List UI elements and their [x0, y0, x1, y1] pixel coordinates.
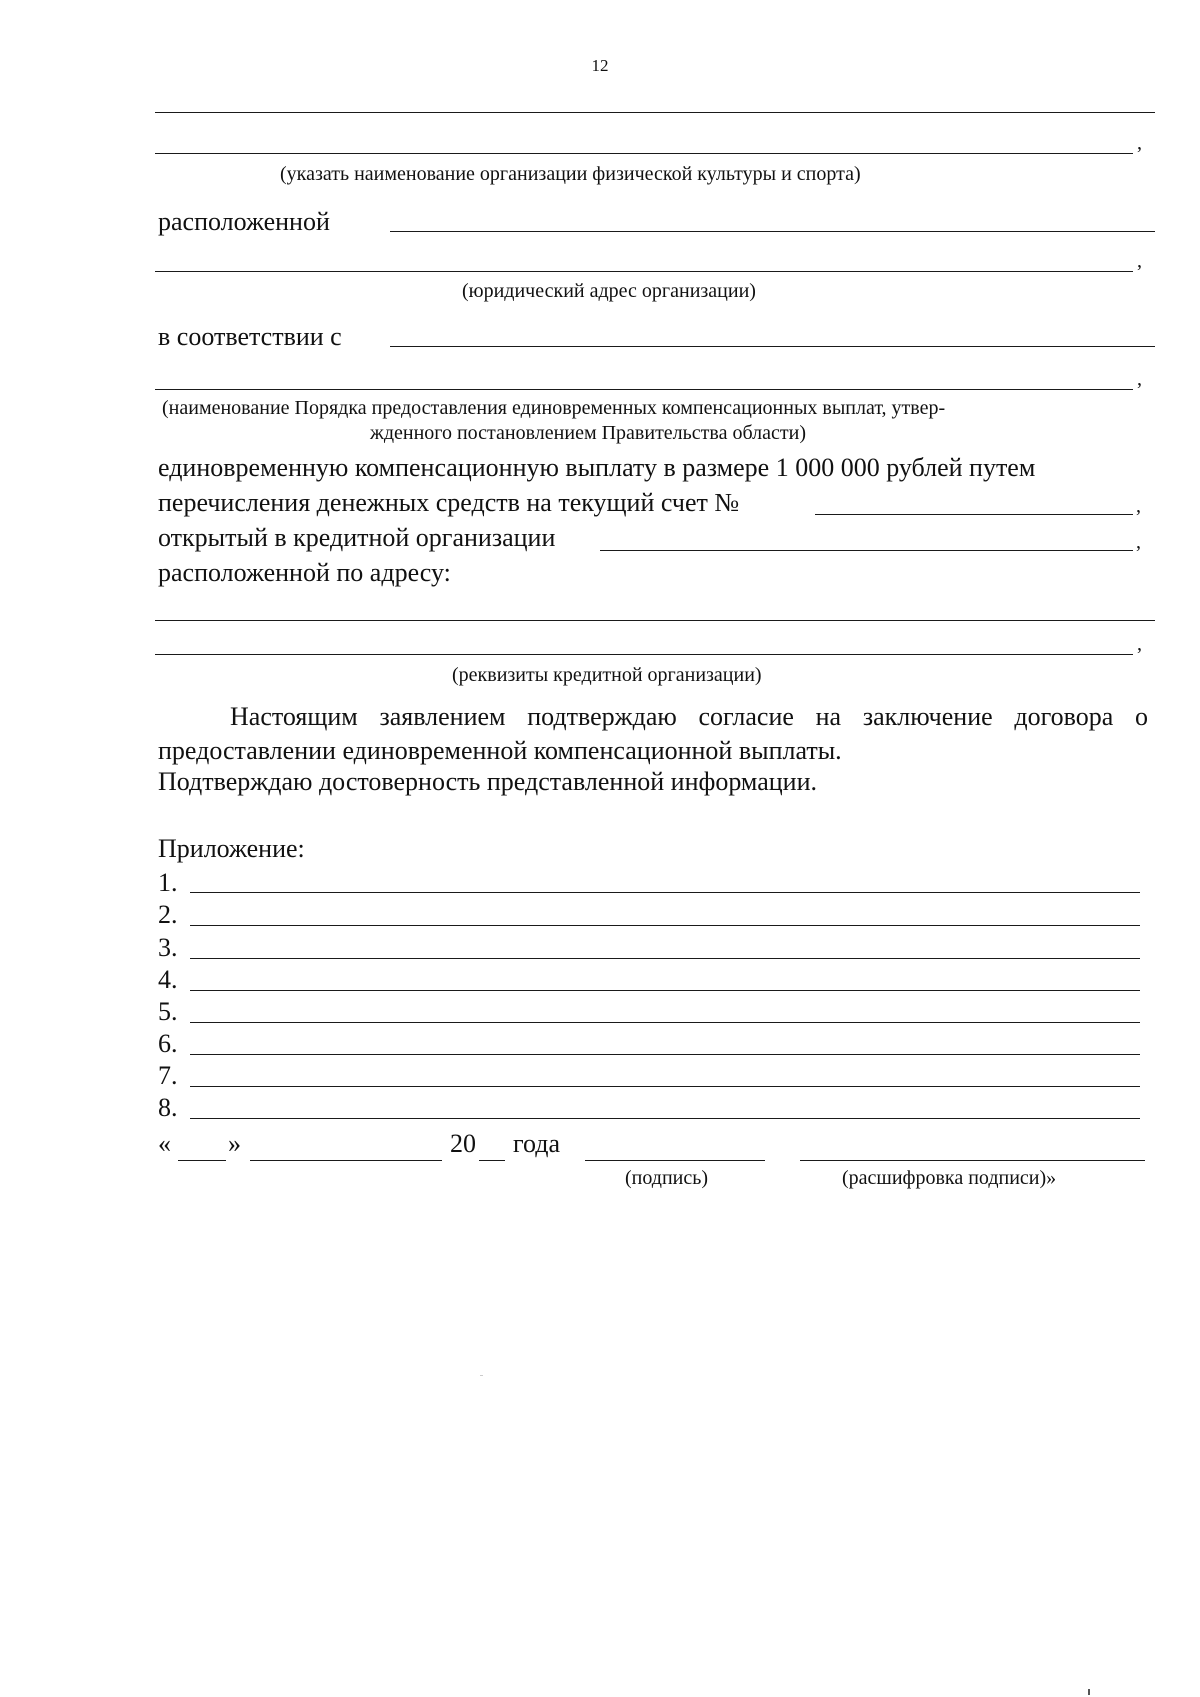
attachment-line[interactable] — [190, 892, 1140, 893]
address-line-1[interactable] — [390, 231, 1155, 232]
attachment-number: 1. — [158, 868, 178, 897]
attachment-number: 3. — [158, 933, 178, 962]
year-line[interactable] — [479, 1160, 505, 1161]
order-comma: , — [1137, 368, 1142, 390]
attachment-line[interactable] — [190, 958, 1140, 959]
address-comma: , — [1137, 250, 1142, 272]
attachment-line[interactable] — [190, 1118, 1140, 1119]
bank-details-comma: , — [1137, 633, 1142, 655]
attachment-label: Приложение: — [158, 834, 305, 863]
year-suffix: года — [513, 1129, 561, 1158]
account-comma: , — [1136, 495, 1141, 517]
attachment-number: 7. — [158, 1061, 178, 1090]
address-caption: (юридический адрес организации) — [462, 280, 756, 302]
payment-line-2: перечисления денежных средств на текущий счет № — [158, 488, 740, 517]
attachment-line[interactable] — [190, 1022, 1140, 1023]
order-line-1[interactable] — [390, 346, 1155, 347]
scan-edge-mark — [1088, 1689, 1090, 1695]
bank-name-line[interactable] — [600, 550, 1133, 551]
attachment-number: 8. — [158, 1093, 178, 1122]
address-line-2[interactable] — [155, 271, 1133, 272]
attachment-number: 2. — [158, 900, 178, 929]
attachment-line[interactable] — [190, 925, 1140, 926]
org-name-caption: (указать наименование организации физической культуры и спорта) — [280, 163, 861, 185]
attachment-line[interactable] — [190, 1054, 1140, 1055]
year-prefix: 20 — [450, 1129, 476, 1158]
payment-line-1: единовременную компенсационную выплату в размере 1 000 000 рублей путем — [158, 453, 1036, 482]
attachment-line[interactable] — [190, 1086, 1140, 1087]
bank-caption: (реквизиты кредитной организации) — [452, 664, 762, 686]
attachment-number: 5. — [158, 997, 178, 1026]
accordance-label: в соответствии с — [158, 322, 342, 351]
confirm-text: Подтверждаю достоверность представленной информации. — [158, 767, 817, 796]
page-number: 12 — [591, 56, 609, 75]
payment-line-4: расположенной по адресу: — [158, 558, 451, 587]
signature-decode-caption: (расшифровка подписи)» — [842, 1167, 1057, 1189]
order-caption-line-2: жденного постановлением Правительства области) — [370, 422, 806, 444]
scan-speck — [480, 1375, 483, 1376]
date-open-quote: « — [158, 1129, 171, 1158]
payment-line-3: открытый в кредитной организации — [158, 523, 556, 552]
bank-details-line-2[interactable] — [155, 654, 1133, 655]
order-line-2[interactable] — [155, 389, 1133, 390]
date-close-quote: » — [228, 1129, 241, 1158]
attachment-line[interactable] — [190, 990, 1140, 991]
signature-decode-line[interactable] — [800, 1160, 1145, 1161]
date-day-line[interactable] — [178, 1160, 226, 1161]
signature-line[interactable] — [585, 1160, 765, 1161]
org-name-comma: , — [1137, 132, 1142, 154]
attachment-number: 6. — [158, 1029, 178, 1058]
org-name-line-2[interactable] — [155, 153, 1133, 154]
signature-caption: (подпись) — [625, 1167, 709, 1189]
attachment-number: 4. — [158, 965, 178, 994]
located-label: расположенной — [158, 207, 330, 236]
bank-name-comma: , — [1136, 531, 1141, 553]
account-number-line[interactable] — [815, 514, 1133, 515]
date-month-line[interactable] — [250, 1160, 442, 1161]
consent-text: Настоящим заявлением подтверждаю согласие на заключение договора о предоставлении единовременной компенсационной выплаты. — [158, 702, 1148, 765]
org-name-line-1[interactable] — [155, 112, 1155, 113]
order-caption-line-1: (наименование Порядка предоставления единовременных компенсационных выплат, утвер- — [162, 397, 946, 419]
bank-details-line-1[interactable] — [155, 620, 1155, 621]
